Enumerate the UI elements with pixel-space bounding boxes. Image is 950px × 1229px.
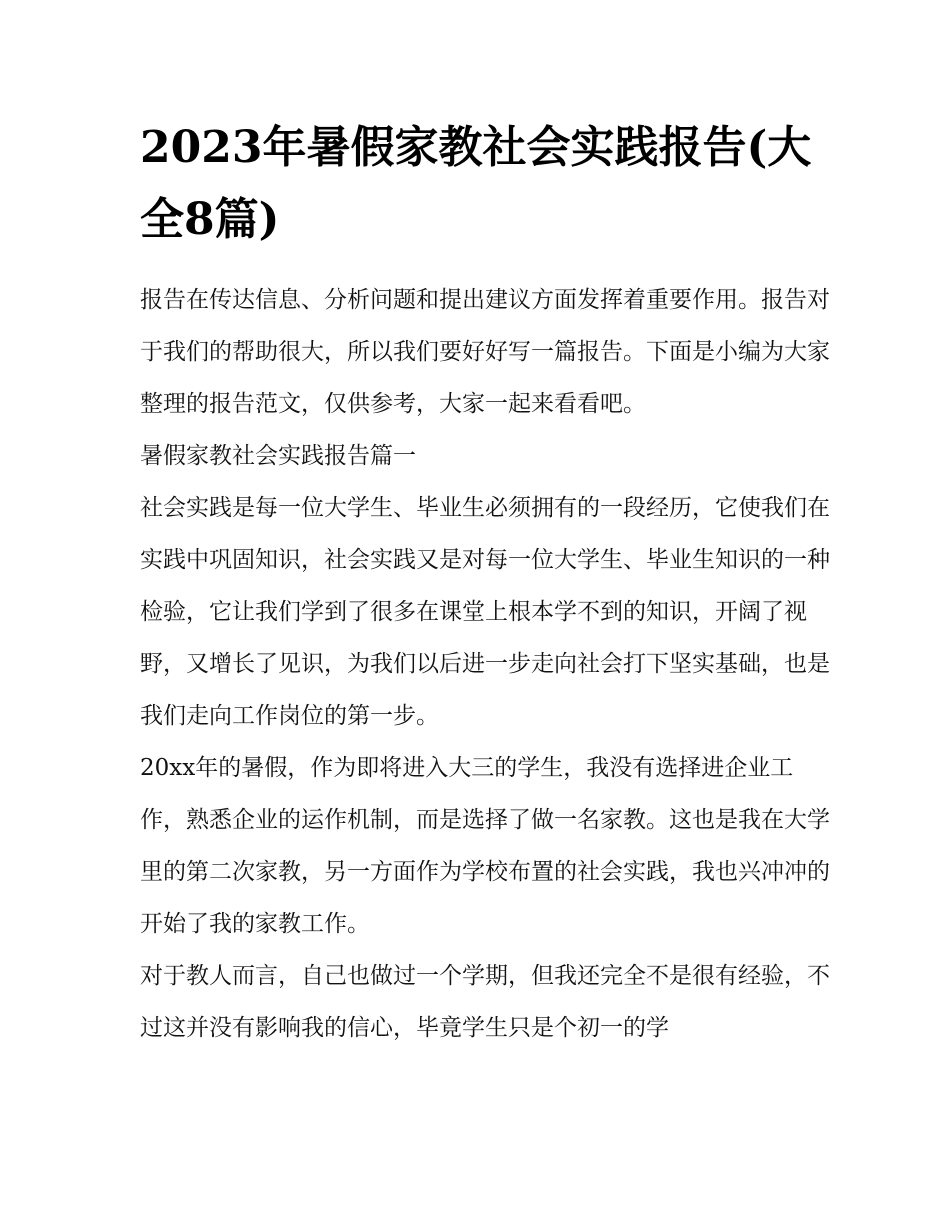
section-heading: 暑假家教社会实践报告篇一	[140, 443, 416, 469]
intro-paragraph: 报告在传达信息、分析问题和提出建议方面发挥着重要作用。报告对于我们的帮助很大，所以我们要好好写一篇报告。下面是小编为大家整理的报告范文，仅供参考，大家一起来看看吧。	[140, 287, 830, 417]
document-title: 2023年暑假家教社会实践报告(大全8篇)	[140, 122, 812, 245]
body-paragraph-2: 20xx年的暑假，作为即将进入大三的学生，我没有选择进企业工作，熟悉企业的运作机制，而是选择了做一名家教。这也是我在大学里的第二次家教，另一方面作为学校布置的社会实践，我也兴冲冲的开始了我的家教工作。	[140, 755, 830, 937]
document-body	[140, 274, 830, 1054]
body-paragraph-3: 对于教人而言，自己也做过一个学期，但我还完全不是很有经验，不过这并没有影响我的信心，毕竟学生只是个初一的学	[140, 963, 830, 1041]
body-paragraph-1: 社会实践是每一位大学生、毕业生必须拥有的一段经历，它使我们在实践中巩固知识，社会实践又是对每一位大学生、毕业生知识的一种检验，它让我们学到了很多在课堂上根本学不到的知识，开阔了视野，又增长了见识，为我们以后进一步走向社会打下坚实基础，也是我们走向工作岗位的第一步。	[140, 495, 830, 729]
